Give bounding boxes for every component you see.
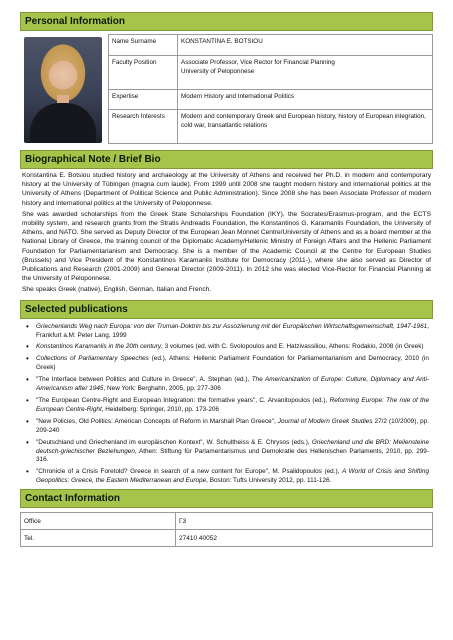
personal-info-block xyxy=(20,34,433,144)
contact-value: 27410 40052 xyxy=(176,530,433,547)
table-row xyxy=(21,513,433,530)
section-heading-publications: Selected publications xyxy=(20,300,433,319)
list-item: • Konstantinos Karamanlis in the 20th century, 3 volumes (ed. with C. Svolopoulos and E. Hatzivassiliou, Athens: Rodakio, 2008 (in Greek) xyxy=(36,343,429,352)
list-item: • "Deutschland und Griechenland im europäischen Kontext", W. Schultheiss & E. Chrysos (eds.), Griechenland und die BRD: Meilensteine deutsch-griechischer Beziehungen, Athen: Stiftung für Parlamentarismus und Demokratie des Hellenischen Parlaments, 2010, pp. 299-316. xyxy=(36,439,429,466)
contact-table xyxy=(20,512,433,547)
list-item: • Collections of Parliamentary Speeches (ed.), Athens: Hellenic Parliament Foundation for Parliamentarianism and Democracy, 2010 (in Greek) xyxy=(36,355,429,373)
list-item: • "The European Centre-Right and European Integration: the formative years", C. Arvanitopoulos (ed.), Reforming Europe: The role of the European Centre-Right, Heidelberg: Springer, 2010, pp. 173-206 xyxy=(36,397,429,415)
position-line: Associate Professor, Vice Rector for Financial Planning xyxy=(181,58,335,66)
contact-label: Tel. xyxy=(21,530,176,547)
contact-label: Office xyxy=(21,513,176,530)
table-row xyxy=(109,89,433,110)
field-label: Expertise xyxy=(109,89,178,110)
table-row xyxy=(109,35,433,56)
field-value: KONSTANTINA E. BOTSIOU xyxy=(178,35,433,56)
table-row xyxy=(109,110,433,144)
bio-text xyxy=(22,171,431,295)
table-row xyxy=(109,55,433,89)
list-item: • "Chronicle of a Crisis Foretold? Greece in search of a new content for Europe", M. Psalidopoulos (ed.), A World of Crisis and Shifting Geopolitics: Greece, the Eastern Mediterranean and Europe, Boston: Tufts University 2012, pp. 111-126. xyxy=(36,468,429,486)
list-item: • "The Interface between Politics and Culture in Greece", A. Stephan (ed.), The Americanization of Europe: Culture, Diplomacy and Anti-Americanism after 1945, New York: Berghahn, 2005, pp. 277-306 xyxy=(36,376,429,394)
field-label: Research Interests xyxy=(109,110,178,144)
contact-value: Γ3 xyxy=(176,513,433,530)
bio-paragraph: Konstantina E. Botsiou studied history and archaeology at the University of Athens and received her Ph.D. in modern and contemporary history at the University of Tübingen (magna cum laude). From 1999 until 2008 she taught modern history and international politics at the University of Athens (Department of Political Science and Public Administration). Since 2008 she has been Associate Professor of modern history and international politics at the University of Peloponnese. xyxy=(22,172,431,207)
bio-paragraph: She was awarded scholarships from the Greek State Scholarships Foundation (IKY), the Socrates/Erasmus-program, and the ECTS mobility system, and research grants from the Stratis Andreadis Foundation, the Konstantinos G. Karamanlis Foundation, the University of Athens, and NATO. She served as Deputy Director of the European Jean Monnet Centre/University of Athens and as a board member at the National Library of Greece, the training council of the Diplomatic Academy/Hellenic Ministry of Foreign Affairs and the Hellenic Parliament Foundation for Parliamentarianism and Democracy. She is a member of the Academic Council at the Centre for European Studies (Brussels) and Vice President of the Konstantinos Karamanlis Institute for Democracy (2011-), where she also served as Director of Publications and Research (2001-2009) and General Director (2009-2011). In 2012 she was elected Vice-Rector for Financial Planning at the University of Peloponnese. xyxy=(22,210,431,283)
bio-paragraph: She speaks Greek (native), English, German, Italian and French. xyxy=(22,286,212,294)
publication-list xyxy=(20,323,433,487)
table-row xyxy=(21,530,433,547)
section-heading-contact: Contact Information xyxy=(20,489,433,508)
list-item: • Griechenlands Weg nach Europa: von der Truman-Doktrin bis zur Assoziierung mit der Europäischen Wirtschaftsgemeinschaft, 1947-1961, Frankfurt a.M: Peter Lang, 1999 xyxy=(36,323,429,341)
section-heading-bio: Biographical Note / Brief Bio xyxy=(20,150,433,169)
section-heading-personal: Personal Information xyxy=(20,12,433,31)
profile-photo xyxy=(24,37,102,143)
personal-info-table xyxy=(108,34,433,144)
field-value: Modern and contemporary Greek and European history, history of European integration, cold war, transatlantic relations xyxy=(178,110,433,144)
list-item: • "New Policies, Old Politics: American Concepts of Reform in Marshall Plan Greece", Journal of Modern Greek Studies 27/2 (10/2009), pp. 209-240 xyxy=(36,418,429,436)
field-label: Name Surname xyxy=(109,35,178,56)
field-value: Modern History and International Politics xyxy=(178,89,433,110)
institution-line: University of Peloponnese xyxy=(181,67,255,75)
photo-body xyxy=(30,103,96,143)
field-label: Faculty Position xyxy=(109,55,178,89)
field-value xyxy=(178,55,433,89)
